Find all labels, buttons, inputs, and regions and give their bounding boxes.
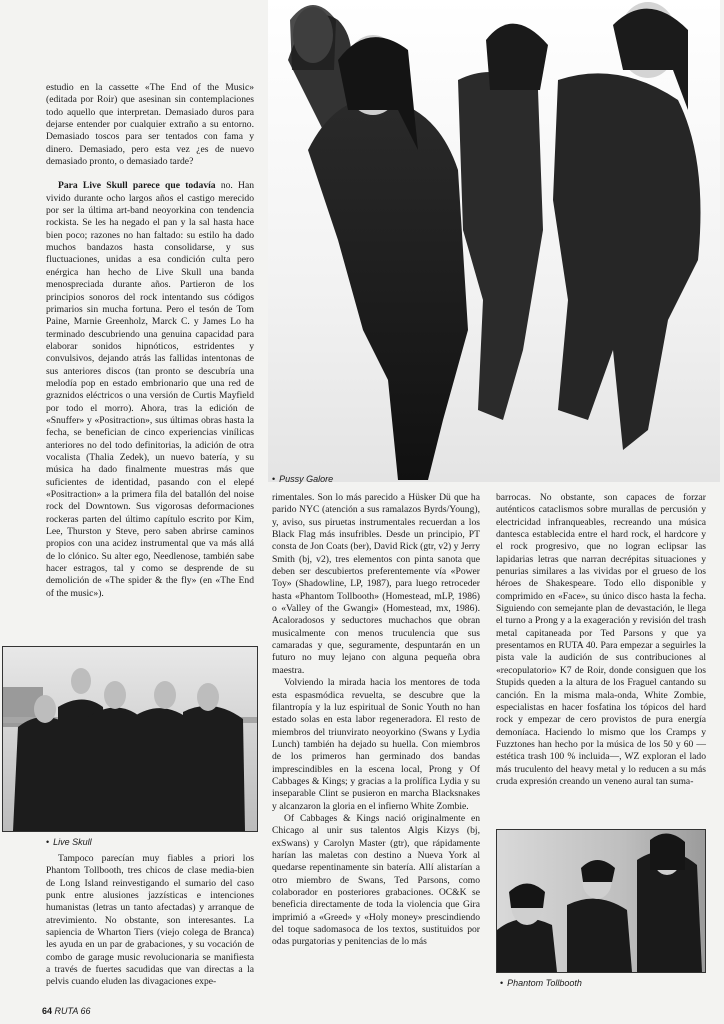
paragraph: rimentales. Son lo más parecido a Hüsker Dü que ha parido NYC (atención a sus ramalazos Byrds/Young), y, aviso, sus piruetas instrumentales recuerdan a los Black Flag más insufribles. Desde un principio, PT consta de Jon Coats (ber), David Rick (gtr, v2) y Jerry Smith (bj, v2), tres elementos con pinta sanota que deben ser descubiertos preferentemente vía «Power Toy» (Shadowline, LP, 1987), para luego retroceder hasta «Phantom Tollbooth» (Homestead, mLP, 1986) o «Valley of the Gwangi» (Homestead, mx, 1986). Acaloradosos y seductores muchachos que obran musicalmente con menos truculencia que sus camaradas y que, seguramente, despuntarán en un futuro no muy lejano con alguna pequeña obra maestra. (272, 492, 480, 676)
column-3-text (496, 492, 706, 788)
magazine-name: RUTA 66 (54, 1006, 91, 1016)
pussy-galore-photo (268, 0, 720, 482)
column-2-text (272, 492, 480, 949)
band-figures (268, 0, 720, 482)
caption-text: Pussy Galore (279, 474, 334, 484)
photo-caption (500, 978, 582, 988)
bullet-icon: • (272, 474, 276, 484)
paragraph: Volviendo la mirada hacia los mentores de toda esta espasmódica revuelta, se descubre que la filantropía y la luz espiritual de Sonic Youth no han estado solas en esta labor regeneradora. El resto de miembros del triunvirato neoyorkino (Swans y Lydia Lunch) también ha dejado su huella. Con miembros de los primeros han germinado dos bandas imprescindibles en la escena local, Prong y Of Cabbages & Kings; y gracias a la prolífica Lydia y su inseparable Clint se pusieron en marcha Blacksnakes y alcanzaron la gloria en el infierno White Zombie. (272, 677, 480, 812)
paragraph-body: no. Han vivido durante ocho largos años el castigo merecido por ser la última art-band neoyorkina con tendencia rockista. Se les ha negado el pan y la sal hasta hace bien poco; razones no han faltado: su estilo ha dado muchos bandazos hasta consolidarse, y sus fluctuaciones, unidas a esa condición culta pero enérgica han hecho de Live Skull una banda menospreciada durante años. Partieron de los principios sonoros del rock intentando sus códigos primarios sin mucha fortuna. Pero el tesón de Tom Paine, Marnie Greenholz, Marck C. y James Lo ha terminado descubriendo una genuina capacidad para elaborar sonidos hipnóticos, estridentes y convulsivos, dejando atrás las fallidas intentonas de sus anteriores discos (tan pronto se descubría una melodía pop en estado embrionario que una red de graznidos eléctricos o una versión de Curtis Mayfield por todo el morro). Ahora, tras la edición de «Snuffer» y «Positraction», sus últimas obras hasta la fecha, se benefician de cinco experiencias vinílicas anteriores no del todo definitorias, la adición de otra vocalista (Thalia Zedek), un nuevo batería, y su música ha dado finalmente muestras más que suficientes de identidad, pasando con el elepé «Positraction» a la primera fila del batallón del noise rock del Downtown. Sus vigorosas deformaciones rockeras parten del último capítulo escrito por Kim, Lee, Thurston y Steve, pero saben abrirse caminos propios con una acidez instrumental que va más allá de lo clónico. Su alter ego, Needlenose, también sabe hacer estragos, tal y como se desprende de su demolición de «The spider & the fly» (en «The End of the music»). (46, 180, 255, 599)
caption-text: Phantom Tollbooth (507, 978, 582, 988)
page-number: 64 (42, 1006, 53, 1016)
lead-in: Para Live Skull parece que todavía (58, 180, 216, 192)
caption-text: Live Skull (53, 837, 92, 847)
paragraph (46, 180, 254, 600)
phantom-tollbooth-photo (496, 829, 706, 973)
column-1-text (46, 82, 254, 600)
paragraph: barrocas. No obstante, son capaces de forzar auténticos cataclismos sobre murallas de percusión y electricidad infranqueables, recreando una música dantesca establecida entre el hard rock, el hardcore y el rock progresivo, que no logran eclipsar las lapidarias letras que narran decrépitas situaciones y penurias similares a las vividas por el grueso de los héroes de Shakespeare. Todo ello disponible y comprimido en «Face», su único disco hasta la fecha. Siguiendo con semejante plan de devastación, le llega el turno a Prong y a la exageración y revisión del trash metal capitaneada por Ted Parsons y que ya presentamos en RUTA 40. Para empezar a seguirles la pista vale la audición de sus contribuciones al «recopulatorio» K7 de Roir, donde consiguen que los Stupids queden a la altura de los Fraguel cantando su canción. En la misma mala-onda, White Zombie, especialistas en hacer fosfatina los tópicos del hard rock y empezar de cero provistos de pura energía demoníaca. Haciendo lo mismo que los Cramps y Fuzztones han hecho por la música de los 50 y 60 —estética trash 100 % incluida—, WZ exploran el lado más truculento del heavy metal y lo reducen a su más cruda expresión creando un veneno aural tan suma- (496, 492, 706, 787)
band-figures (497, 830, 705, 972)
column-1-lower-text (46, 853, 254, 989)
paragraph: Of Cabbages & Kings nació originalmente en Chicago al unir sus talentos Algis Kizys (bj, exSwans) y Carolyn Master (gtr), que rápidamente harían las maletas con destino a Nueva York al quedarse repentinamente sin batería. Allí alistarían a otro miembro de Swans, Ted Parsons, como colaborador en posteriores grabaciones. OC&K se beneficia directamente de toda la violencia que Gira imprimió a «Greed» y «Holy money» prescindiendo del toque sadomasoca de los textos, sustituidos por odas purgatorias y penitencias de lo más (272, 812, 480, 948)
live-skull-photo (2, 646, 258, 832)
photo-caption (272, 474, 333, 484)
paragraph: estudio en la cassette «The End of the Music» (editada por Roir) que asesinan sin contemplaciones todo aquello que interpretan. Demasiado duros para dejarse entender por cualquier extraño a su entorno. Demasiado toscos para ser tentados con fama y dinero. Demasiado, pero esta vez ¿es de nuevo demasiado pronto, o demasiado tarde? (46, 82, 254, 168)
bullet-icon: • (46, 837, 50, 847)
bullet-icon: • (500, 978, 504, 988)
paragraph: Tampoco parecían muy fiables a priori los Phantom Tollbooth, tres chicos de clase media-bien de Long Island reinvestigando el sumario del caso punk entre alusiones jazzísticas e intenciones humanistas (letras un tanto afectadas) y arranque de atrevimiento. No obstante, son interesantes. La sapiencia de Wharton Tiers (viejo colega de Branca) les ayuda en un par de grabaciones, y su vocación de combo de garage music revolucionaria se manifiesta a través de fuertes sacudidas que van directas a la pelvis cuando eluden las divagaciones expe- (46, 853, 254, 988)
photo-caption (46, 837, 92, 847)
page-folio (42, 1006, 91, 1016)
band-figures (3, 647, 257, 831)
